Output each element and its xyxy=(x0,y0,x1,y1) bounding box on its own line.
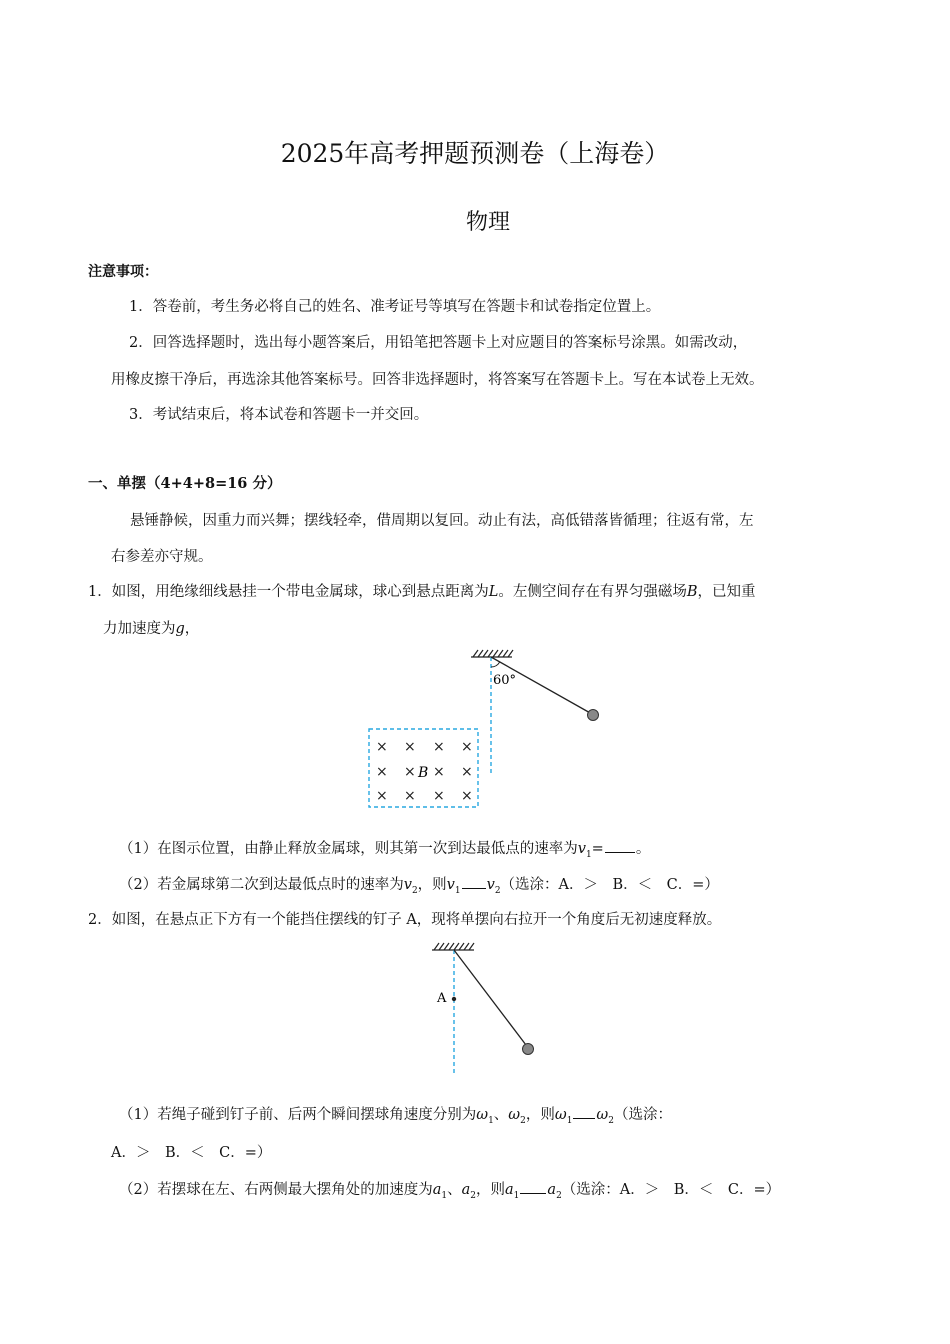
answer-blank[interactable] xyxy=(520,1179,546,1194)
subscript: 1 xyxy=(488,1115,494,1126)
q1-text-a: 1．如图，用绝缘细线悬挂一个带电金属球，球心到悬点距离为 xyxy=(88,584,489,600)
ceiling-mount xyxy=(471,650,513,657)
q2-line-1: 2．如图，在悬点正下方有一个能挡住摆线的钉子 A，现将单摆向右拉开一个角度后无初速度释放。 xyxy=(88,912,722,928)
var-omega: ω xyxy=(476,1107,489,1123)
field-cross: × xyxy=(433,764,445,780)
subscript: 1 xyxy=(585,849,592,860)
subscript: 2 xyxy=(556,1190,562,1201)
period: 。 xyxy=(635,841,651,857)
q1-text-d: 力加速度为 xyxy=(103,621,176,637)
subscript: 2 xyxy=(470,1190,477,1201)
q2-sub-2 xyxy=(119,1178,780,1201)
ceiling-mount xyxy=(432,943,474,950)
var-a: a xyxy=(547,1182,557,1198)
field-cross: × xyxy=(433,739,445,755)
subscript: 1 xyxy=(566,1115,573,1126)
field-cross: × xyxy=(376,739,388,755)
notice-item-3: 3．考试结束后，将本试卷和答题卡一并交回。 xyxy=(129,407,429,423)
notice-heading: 注意事项： xyxy=(88,264,158,280)
field-cross: × xyxy=(461,788,473,804)
q1-var-g: g xyxy=(175,621,185,637)
q1-var-B: B xyxy=(686,584,698,600)
q2-sub2-text: （2）若摆球在左、右两侧最大摆角处的加速度为 xyxy=(119,1182,433,1198)
q1-line-2 xyxy=(103,617,199,638)
answer-blank[interactable] xyxy=(573,1104,595,1119)
pendulum-ball xyxy=(523,1044,534,1055)
subject-title: 物理 xyxy=(465,210,510,235)
notice-item-2-line-1: 2．回答选择题时，选出每小题答案后，用铅笔把答题卡上对应题目的答案标号涂黑。如需改动， xyxy=(129,335,748,351)
field-cross: × xyxy=(404,739,416,755)
q2-sub-1 xyxy=(119,1103,672,1126)
var-omega: ω xyxy=(554,1107,567,1123)
var-a: a xyxy=(505,1182,514,1198)
field-cross: × xyxy=(461,764,473,780)
var-v: v xyxy=(403,877,412,893)
field-label: B xyxy=(418,765,429,781)
var-omega: ω xyxy=(508,1107,521,1123)
q1-sub-2 xyxy=(119,873,719,896)
field-cross: × xyxy=(433,788,445,804)
field-cross: × xyxy=(404,764,416,780)
options: （选涂：A．＞ B．＜ C．=） xyxy=(561,1182,781,1198)
text: ，则 xyxy=(476,1182,506,1198)
subscript: 1 xyxy=(513,1190,520,1201)
q1-text-b: 。左侧空间存在有界匀强磁场 xyxy=(498,584,687,600)
q1-text-e: ， xyxy=(184,621,200,637)
subscript: 2 xyxy=(411,885,418,896)
var-v: v xyxy=(446,877,455,893)
field-cross: × xyxy=(461,739,473,755)
notice-item-1: 1．答卷前，考生务必将自己的姓名、准考证号等填写在答题卡和试卷指定位置上。 xyxy=(129,299,661,315)
section-1-heading: 一、单摆（4+4+8=16 分） xyxy=(88,475,282,492)
subscript: 1 xyxy=(441,1190,448,1201)
var-a: a xyxy=(461,1182,471,1198)
metal-ball xyxy=(588,710,599,721)
options: （选涂：A．＞ B．＜ C．=） xyxy=(500,877,719,893)
q1-line-1 xyxy=(88,580,756,601)
angle-arc xyxy=(491,662,500,667)
q2-sub1-text: （1）若绳子碰到钉子前、后两个瞬间摆球角速度分别为 xyxy=(119,1107,477,1123)
equals: = xyxy=(591,841,604,857)
var-v: v xyxy=(486,877,495,893)
section-1-intro-line-1: 悬锤静候，因重力而兴舞；摆线轻牵，借周期以复回。动止有法，高低错落皆循理；往返有常，左 xyxy=(130,513,754,529)
field-cross: × xyxy=(404,788,416,804)
field-cross: × xyxy=(376,788,388,804)
options: （选涂： xyxy=(613,1107,672,1123)
q2-sub-1-options: A．＞ B．＜ C．=） xyxy=(111,1145,272,1161)
subscript: 1 xyxy=(454,885,461,896)
page-title: 2025年高考押题预测卷（上海卷） xyxy=(280,139,670,168)
subscript: 2 xyxy=(608,1115,614,1126)
q1-sub2-text: （2）若金属球第二次到达最低点时的速率为 xyxy=(119,877,404,893)
answer-blank[interactable] xyxy=(605,838,635,853)
var-a: a xyxy=(432,1182,442,1198)
text: ，则 xyxy=(525,1107,555,1123)
q1-var-L: L xyxy=(488,584,499,600)
field-cross: × xyxy=(376,764,388,780)
subscript: 2 xyxy=(520,1115,526,1126)
q1-pendulum-figure xyxy=(360,645,620,815)
var-v: v xyxy=(577,841,586,857)
pendulum-string xyxy=(454,950,526,1045)
subscript: 2 xyxy=(494,885,501,896)
section-1-intro-line-2: 右参差亦守规。 xyxy=(111,549,213,565)
answer-blank[interactable] xyxy=(462,874,486,889)
q1-text-c: ，已知重 xyxy=(697,584,756,600)
separator: 、 xyxy=(447,1182,462,1198)
nail-label: A xyxy=(437,991,447,1006)
var-omega: ω xyxy=(596,1107,609,1123)
q2-pendulum-figure xyxy=(420,935,550,1080)
q1-sub-1 xyxy=(119,837,650,860)
notice-item-2-line-2: 用橡皮擦干净后，再选涂其他答案标号。回答非选择题时，将答案写在答题卡上。写在本试卷上无效。 xyxy=(111,372,764,388)
angle-label: 60° xyxy=(493,673,517,688)
text: ，则 xyxy=(417,877,447,893)
nail-a xyxy=(452,997,456,1001)
separator: 、 xyxy=(493,1107,509,1123)
q1-sub1-text: （1）在图示位置，由静止释放金属球，则其第一次到达最低点的速率为 xyxy=(119,841,578,857)
